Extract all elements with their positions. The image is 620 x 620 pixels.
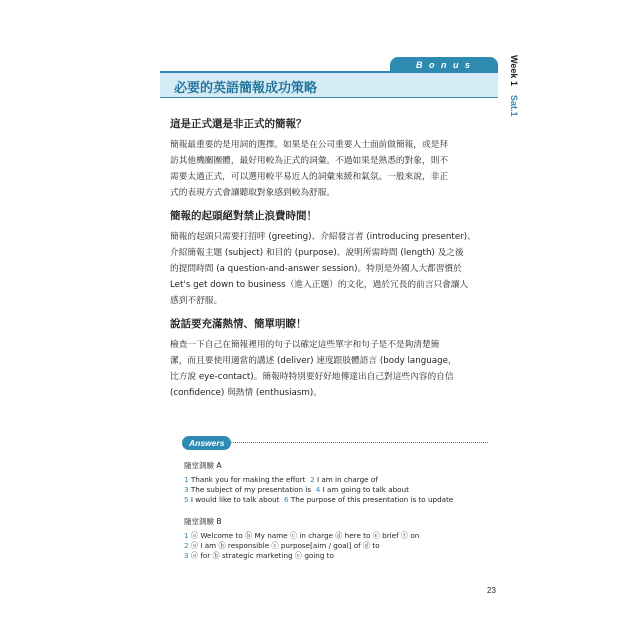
week-label: Week 1 (509, 55, 519, 86)
section-body: 簡報的起頭只需要打招呼 (greeting)、介紹發言者 (introducing presenter)、 介紹簡報主題 (subject) 和目的 (purpose)、說明所需時間 (length) 及之後 的提問時間 (a question-and-answer session)。特別是外國人大都習慣於 Let's get down to business（進入正題）的文化，過於冗長的前言只會讓人 感到不舒服。 (170, 232, 476, 306)
title-banner (160, 71, 498, 97)
answer-line: 3 ⓐ for ⓑ strategic marketing ⓒ going to (184, 551, 334, 560)
answers-badge: Answers (182, 436, 231, 450)
answer-line: 1 Thank you for making the effort 2 I am in charge of (184, 475, 378, 484)
section-formal-or-informal (170, 116, 502, 201)
answers-block-a (184, 460, 484, 505)
page-number: 23 (487, 586, 496, 595)
section-heading: 說話要充滿熱情、簡單明瞭！ (170, 318, 307, 330)
section-enthusiasm (170, 316, 502, 401)
answer-line: 1 ⓐ Welcome to ⓑ My name ⓒ in charge ⓓ here to ⓔ brief ⓕ on (184, 531, 420, 540)
answer-line: 2 ⓐ I am ⓑ responsible ⓒ purpose[aim / goal] of ⓓ to (184, 541, 380, 550)
section-opening (170, 208, 502, 309)
title-underline (160, 97, 498, 98)
answer-line: 5 I would like to talk about 6 The purpose of this presentation is to update (184, 495, 454, 504)
sat-label: Sat.1 (509, 95, 519, 117)
side-week-label (509, 55, 525, 145)
answers-heading-a: 隨堂測驗 A (184, 461, 222, 470)
answers-divider (226, 442, 488, 443)
section-heading: 這是正式還是非正式的簡報？ (170, 118, 307, 130)
answers-block-b (184, 516, 484, 561)
section-body: 檢查一下自己在簡報裡用的句子以確定這些單字和句子是不是夠清楚簡 潔，而且要使用適當的講述 (deliver) 速度跟肢體語言 (body language， 比方說 eye-contact)。簡報時特別要好好地傳達出自己對這些內容的自信 (confidence) 與熱情 (enthusiasm)。 (170, 340, 457, 398)
page-title: 必要的英語簡報成功策略 (174, 81, 318, 96)
section-heading: 簡報的起頭絕對禁止浪費時間！ (170, 210, 317, 222)
bonus-tab: B o n u s (390, 57, 498, 73)
answer-line: 3 The subject of my presentation is 4 I am going to talk about (184, 485, 409, 494)
answers-heading-b: 隨堂測驗 B (184, 517, 222, 526)
section-body: 簡報最重要的是用詞的選擇。如果是在公司重要人士面前做簡報，或是拜 訪其他機關團體，最好用較為正式的詞彙。不過如果是熟悉的對象，則不 需要太過正式，可以選用較平易近人的詞彙來緩和氣氛。一般來說，非正 式的表現方式會讓聽取對象感到較為舒服。 (170, 140, 448, 198)
